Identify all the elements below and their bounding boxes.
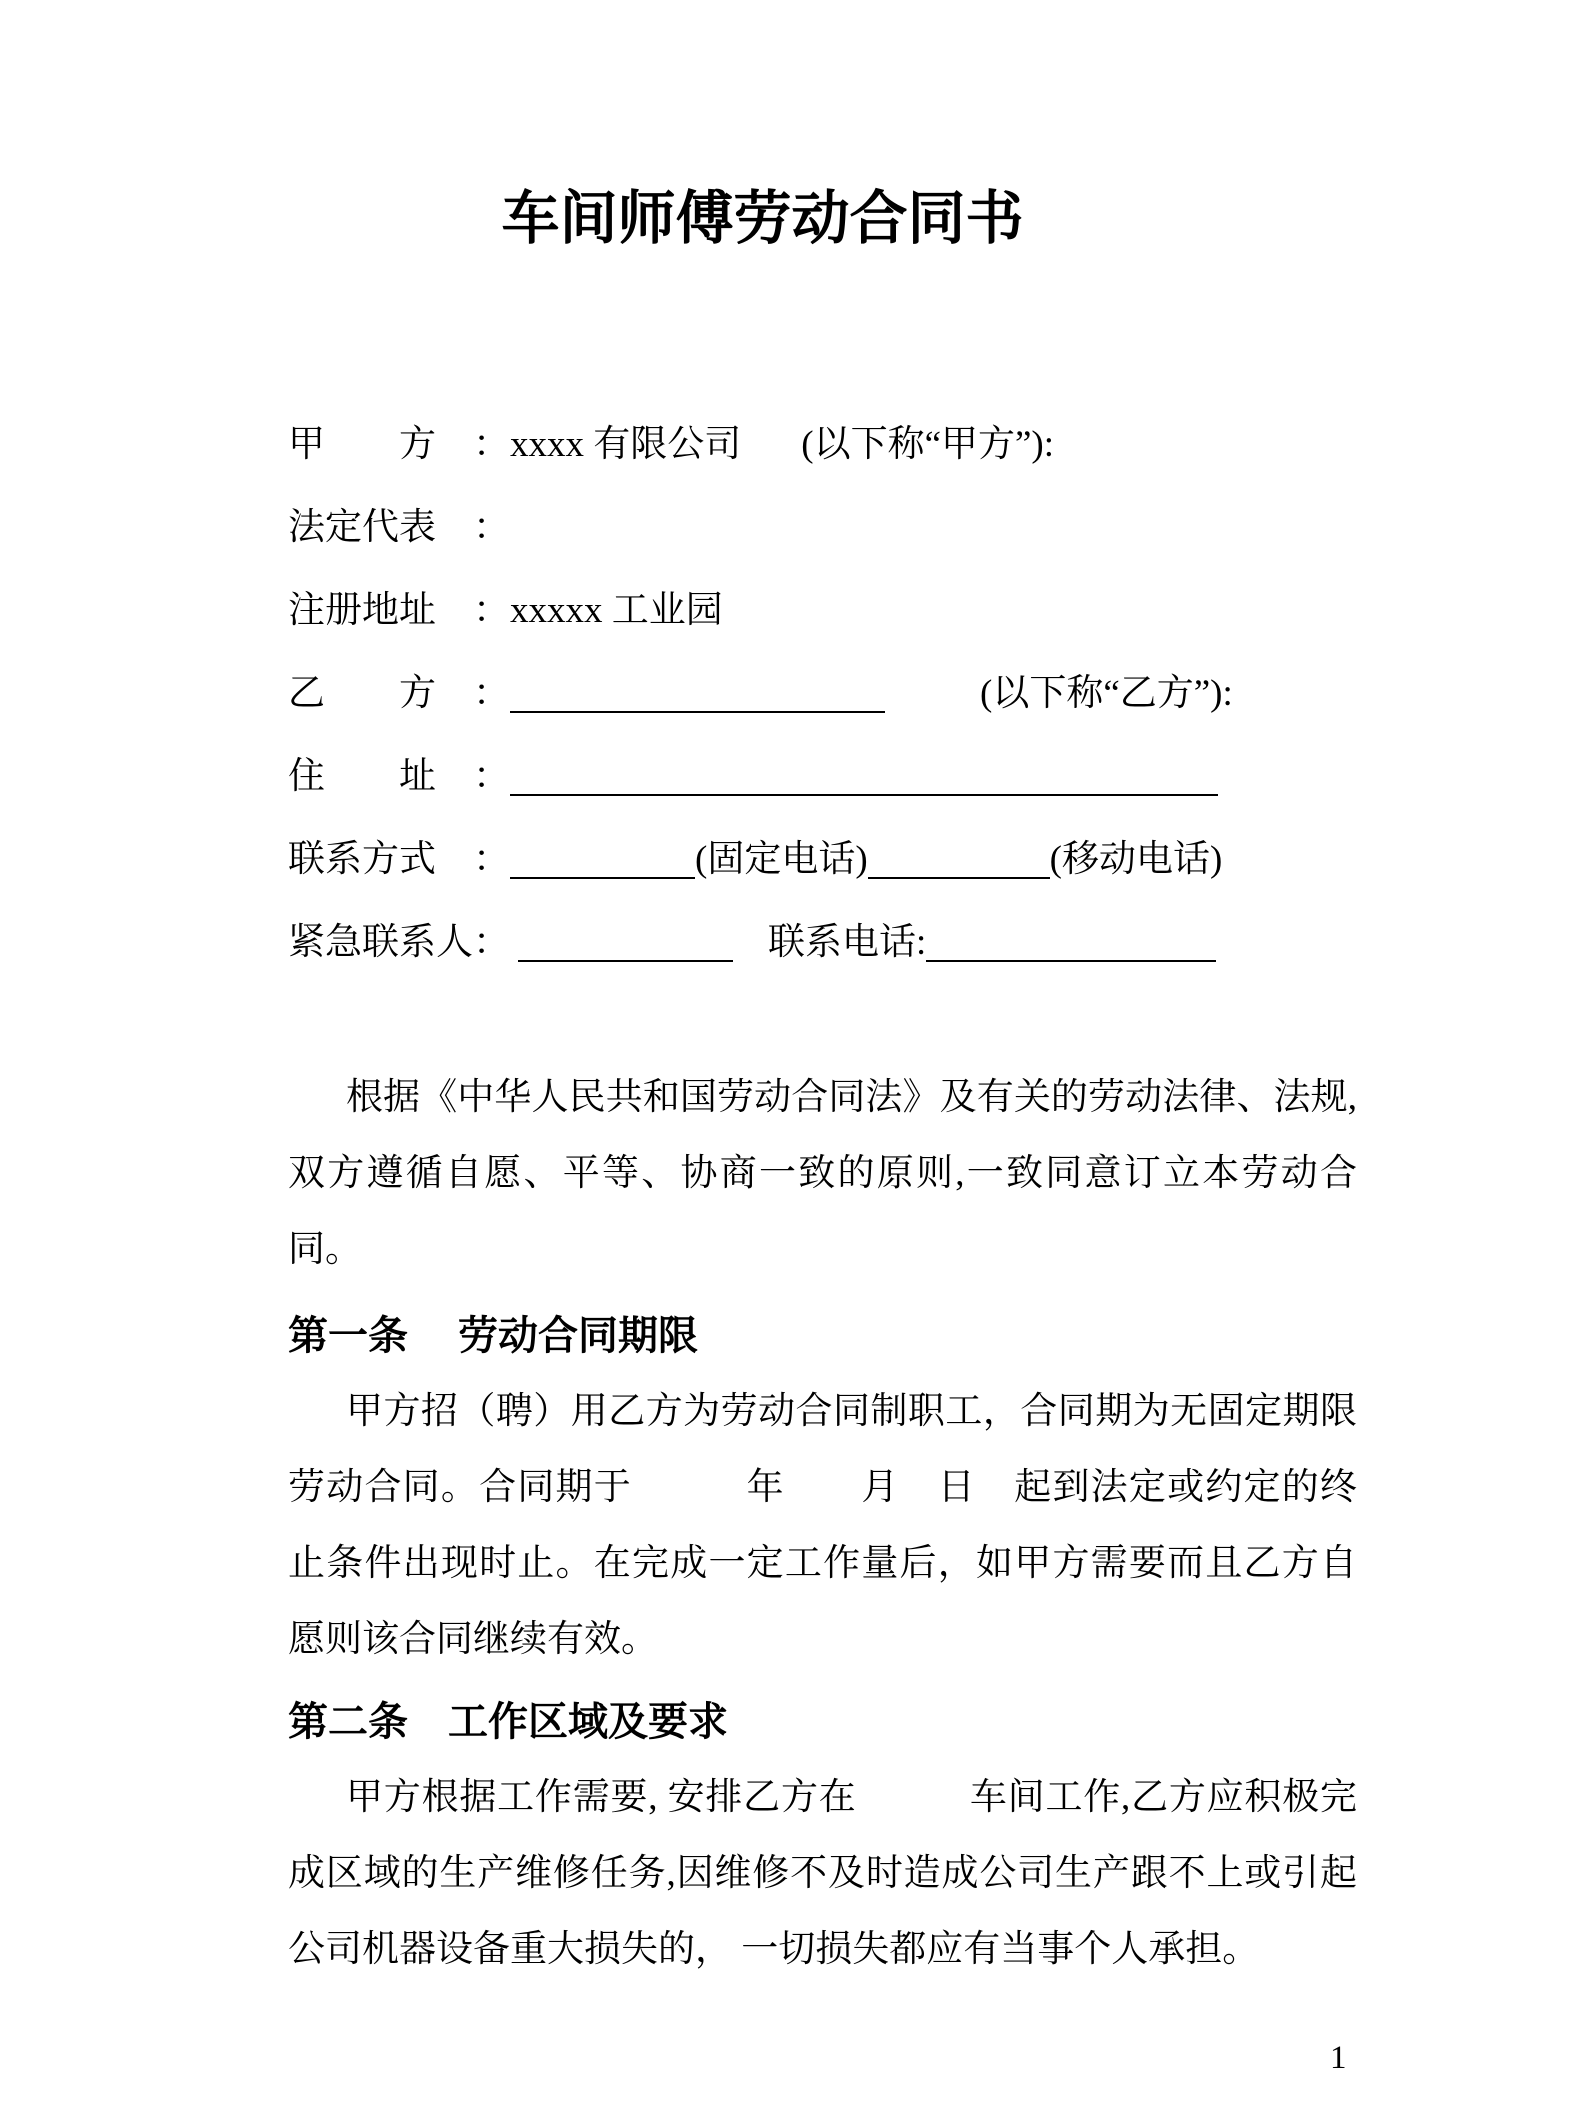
legal-rep-line (288, 486, 1357, 569)
mobile-phone-blank (868, 876, 1050, 879)
intro-paragraph: 根据《中华人民共和国劳动合同法》及有关的劳动法律、法规, 双方遵循自愿、平等、协商一致的原则,一致同意订立本劳动合同。 (288, 1077, 1357, 1270)
emergency-phone-label: 联系电话: (768, 922, 927, 963)
article-1-heading: 第一条 劳动合同期限 (288, 1313, 698, 1358)
emergency-phone-blank (926, 959, 1216, 962)
emergency-contact-blank (518, 959, 733, 962)
party-a-line (288, 403, 1357, 486)
party-a-label: 甲 方 ： (288, 424, 510, 465)
party-b-label: 乙 方 ： (288, 673, 510, 714)
party-a-alias: (以下称“甲方”): (801, 424, 1055, 465)
party-b-alias: (以下称“乙方”): (980, 673, 1233, 714)
party-a-value: xxxx 有限公司 (510, 424, 742, 465)
document-content (288, 0, 1357, 1988)
legal-rep-label: 法定代表 ： (288, 507, 510, 548)
home-address-line (288, 735, 1357, 818)
article-2-heading: 第二条 工作区域及要求 (288, 1699, 728, 1744)
contract-body (288, 1060, 1357, 1988)
fixed-phone-blank (510, 876, 695, 879)
mobile-phone-label: (移动电话) (1049, 839, 1223, 880)
document-title: 车间师傅劳动合同书 (501, 186, 1024, 251)
contact-line (288, 818, 1357, 901)
registered-address-value: xxxxx 工业园 (510, 590, 723, 631)
registered-address-line (288, 569, 1357, 652)
fixed-phone-label: (固定电话) (695, 839, 868, 880)
contact-label: 联系方式 ： (288, 839, 510, 880)
page-number: 1 (1330, 2040, 1347, 2076)
party-b-name-blank (510, 710, 885, 713)
spacer (885, 704, 980, 705)
emergency-contact-label: 紧急联系人： (288, 922, 510, 963)
party-b-line (288, 652, 1357, 735)
home-address-blank (510, 793, 1218, 796)
spacer (733, 953, 768, 954)
emergency-contact-line (288, 901, 1357, 984)
article-1-text: 甲方招（聘）用乙方为劳动合同制职工，合同期为无固定期限劳动合同。合同期于 年 月 日 起到法定或约定的终止条件出现时止。在完成一定工作量后，如甲方需要而且乙方自愿则该合同继续有效。 (288, 1391, 1357, 1660)
article-2-text: 甲方根据工作需要, 安排乙方在 车间工作,乙方应积极完成区域的生产维修任务,因维修不及时造成公司生产跟不上或引起公司机器设备重大损失的， 一切损失都应有当事个人承担。 (288, 1777, 1357, 1970)
registered-address-label: 注册地址 ： (288, 590, 510, 631)
spacer (510, 953, 518, 954)
party-info-block (288, 403, 1357, 984)
spacer (741, 455, 801, 456)
home-address-label: 住 址 ： (288, 756, 510, 797)
